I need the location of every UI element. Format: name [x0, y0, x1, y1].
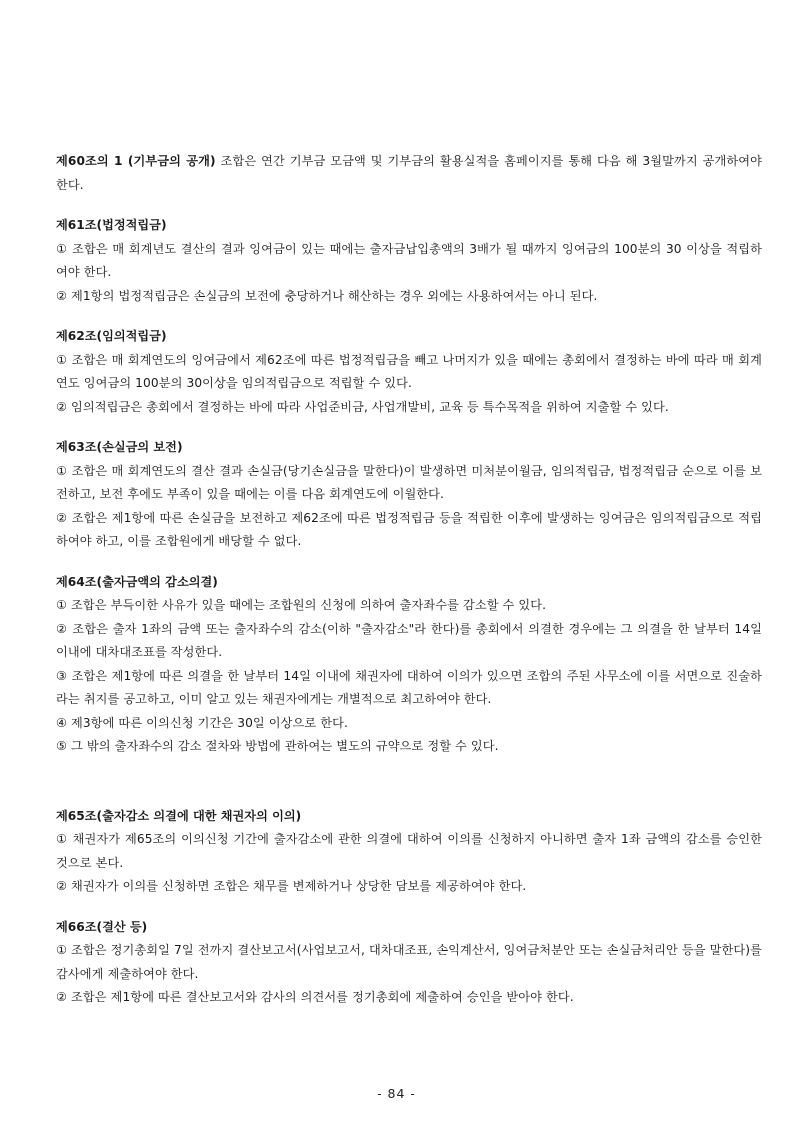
article-63-item-2: ② 조합은 제1항에 따른 손실금을 보전하고 제62조에 따른 법정적립금 등을 적립한 이후에 발생하는 잉여금은 임의적립금으로 적립하여야 하고, 이를 조합원에게 배당할 수 없다.: [56, 510, 762, 548]
article-62-item-2: ② 임의적립금은 총회에서 결정하는 바에 따라 사업준비금, 사업개발비, 교육 등 특수목적을 위하여 지출할 수 있다.: [56, 399, 669, 414]
article-63-item-1: ① 조합은 매 회계연도의 결산 결과 손실금(당기손실금을 말한다)이 발생하면 미처분이월금, 임의적립금, 법정적립금 순으로 이를 보전하고, 보전 후에도 부족이 있을 때에는 이를 다음 회계연도에 이월한다.: [56, 463, 762, 501]
article-65-item-2: ② 채권자가 이의를 신청하면 조합은 채무를 변제하거나 상당한 담보를 제공하여야 한다.: [56, 879, 527, 893]
article-64-item-4: ④ 제3항에 따른 이의신청 기간은 30일 이상으로 한다.: [56, 715, 348, 730]
article-63-heading: 제63조(손실금의 보전): [56, 440, 183, 454]
article-62-item-1: ① 조합은 매 회계연도의 잉여금에서 제62조에 따른 법정적립금을 빼고 나머지가 있을 때에는 총회에서 결정하는 바에 따라 매 회계연도 잉여금의 100분의 30이상을 임의적립금으로 적립할 수 있다.: [56, 352, 762, 390]
article-66-item-2: ② 조합은 제1항에 따른 결산보고서와 감사의 의견서를 정기총회에 제출하여 승인을 받아야 한다.: [56, 990, 574, 1004]
article-61-heading: 제61조(법정적립금): [56, 218, 167, 232]
article-62: [56, 325, 762, 419]
article-64: [56, 571, 762, 759]
article-61-item-1: ① 조합은 매 회계년도 결산의 결과 잉여금이 있는 때에는 출자금납입총액의 3배가 될 때까지 잉여금의 100분의 30 이상을 적립하여야 한다.: [56, 241, 762, 279]
article-65-item-1: ① 채권자가 제65조의 이의신청 기간에 출자감소에 관한 의결에 대하여 이의를 신청하지 아니하면 출자 1좌 금액의 감소를 승인한 것으로 본다.: [56, 832, 762, 870]
article-61: [56, 214, 762, 308]
article-66: [56, 916, 762, 1010]
article-60-1-title: 제60조의 1 (기부금의 공개): [56, 154, 216, 168]
document-body: [56, 150, 762, 1027]
article-61-item-2: ② 제1항의 법정적립금은 손실금의 보전에 충당하거나 해산하는 경우 외에는 사용하여서는 아니 된다.: [56, 288, 598, 303]
article-64-item-3: ③ 조합은 제1항에 따른 의결을 한 날부터 14일 이내에 채권자에 대하여 이의가 있으면 조합의 주된 사무소에 이를 서면으로 진술하라는 취지를 공고하고, 이미 알고 있는 채권자에게는 개별적으로 최고하여야 한다.: [56, 668, 762, 706]
article-64-item-2: ② 조합은 출자 1좌의 금액 또는 출자좌수의 감소(이하 "출자감소"라 한다)를 총회에서 의결한 경우에는 그 의결을 한 날부터 14일 이내에 대차대조표를 작성한다.: [56, 621, 762, 659]
article-64-item-5: ⑤ 그 밖의 출자좌수의 감소 절차와 방법에 관하여는 별도의 규약으로 정할 수 있다.: [56, 739, 499, 753]
article-65-heading: 제65조(출자감소 의결에 대한 채권자의 이의): [56, 808, 302, 823]
article-62-heading: 제62조(임의적립금): [56, 329, 167, 343]
article-60-1: [56, 150, 762, 197]
article-66-heading: 제66조(결산 등): [56, 919, 148, 934]
article-63: [56, 436, 762, 554]
article-60-1-paragraph: [56, 150, 762, 197]
article-64-item-1: ① 조합은 부득이한 사유가 있을 때에는 조합원의 신청에 의하여 출자좌수를 감소할 수 있다.: [56, 598, 547, 612]
article-65: [56, 805, 762, 899]
article-60-1-text: 조합은 연간 기부금 모금액 및 기부금의 활용실적을 홈페이지를 통해 다음 해 3월말까지 공개하여야 한다.: [56, 154, 762, 192]
article-66-item-1: ① 조합은 정기총회일 7일 전까지 결산보고서(사업보고서, 대차대조표, 손익계산서, 잉여금처분안 또는 손실금처리안 등을 말한다)를 감사에게 제출하여야 한다.: [56, 943, 762, 981]
page-number: - 84 -: [377, 1086, 416, 1101]
article-64-heading: 제64조(출자금액의 감소의결): [56, 574, 218, 589]
